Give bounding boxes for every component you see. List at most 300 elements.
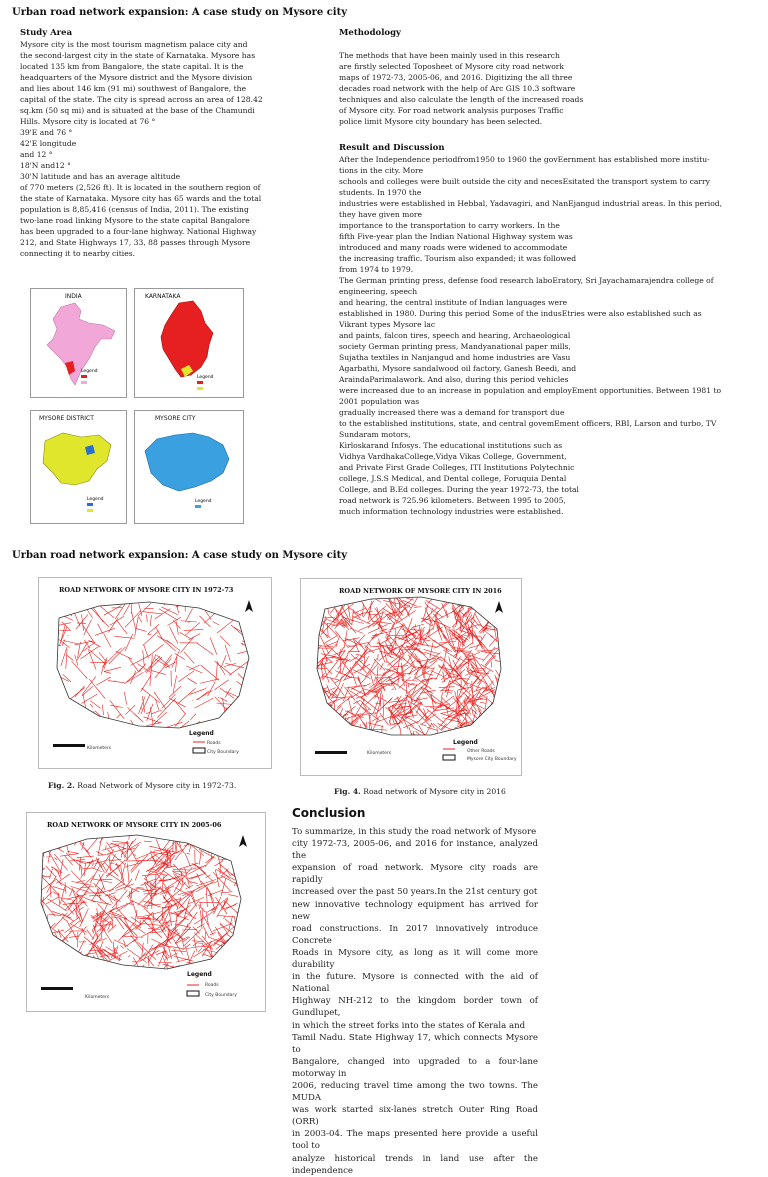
results-line: AraindaParimalawork. And also, during this period vehicles xyxy=(339,374,759,385)
road-segment xyxy=(488,598,497,599)
road-segment xyxy=(487,730,501,748)
road-segment xyxy=(239,946,240,965)
results-line: students. In 1970 the xyxy=(339,187,759,198)
road-segment xyxy=(96,851,102,854)
road-segment xyxy=(241,927,251,945)
legend-boundary-swatch xyxy=(193,748,205,753)
road-segment xyxy=(348,604,350,618)
road-segment xyxy=(144,644,149,658)
road-segment xyxy=(104,672,111,674)
road-segment xyxy=(236,897,252,913)
road-segment xyxy=(146,712,149,713)
road-segment xyxy=(473,714,492,729)
conclusion-line: new innovative technology equipment has arrived for new xyxy=(292,899,538,923)
fig-2005-title: ROAD NETWORK OF MYSORE CITY IN 2005-06 xyxy=(47,821,221,829)
road-segment xyxy=(215,927,228,946)
fig-2005-road-svg xyxy=(27,813,265,1011)
road-segment xyxy=(208,682,216,697)
study_area-line: 30'N latitude and has an average altitude xyxy=(20,171,320,182)
road-segment xyxy=(468,655,469,670)
road-segment xyxy=(144,841,152,842)
road-segment xyxy=(72,661,88,678)
road-segment xyxy=(178,671,194,682)
road-segment xyxy=(469,589,474,601)
road-segment xyxy=(319,717,322,733)
road-segment xyxy=(480,598,481,608)
road-segment xyxy=(112,915,113,928)
road-segment xyxy=(424,723,432,738)
road-segment xyxy=(135,888,153,891)
road-segment xyxy=(494,722,500,726)
road-segment xyxy=(124,940,126,947)
road-segment xyxy=(136,628,147,631)
results-line: Vikrant types Mysore lac xyxy=(339,319,759,330)
india-label: INDIA xyxy=(65,293,82,300)
road-segment xyxy=(470,678,479,688)
results-line: to the established institutions, state, and central govemEment officers, RBI, Larson and turbo, TV xyxy=(339,418,759,429)
road-segment xyxy=(120,946,123,949)
road-segment xyxy=(158,962,171,963)
road-segment xyxy=(407,735,421,739)
road-segment xyxy=(439,667,458,672)
road-segment xyxy=(437,732,451,750)
road-segment xyxy=(46,841,64,852)
road-segment xyxy=(82,614,84,630)
road-segment xyxy=(88,969,107,987)
road-segment xyxy=(497,706,502,720)
study_area-line: Mysore city is the most tourism magnetism palace city and xyxy=(20,39,320,50)
fig-1972-title: ROAD NETWORK OF MYSORE CITY IN 1972-73 xyxy=(59,586,233,594)
road-segment xyxy=(25,840,43,842)
road-segment xyxy=(59,598,72,616)
road-segment xyxy=(311,716,318,731)
results-line: from 1974 to 1979. xyxy=(339,264,759,275)
road-segment xyxy=(351,654,356,659)
road-segment xyxy=(473,723,475,735)
study-area-heading: Study Area xyxy=(20,28,72,38)
road-segment xyxy=(361,600,372,617)
methodology-heading: Methodology xyxy=(339,28,401,38)
study_area-line: population is 8,85,416 (census of India, 2011). The existing xyxy=(20,204,320,215)
fig-2016-title: ROAD NETWORK OF MYSORE CITY IN 2016 xyxy=(339,587,502,595)
road-segment xyxy=(185,853,190,866)
road-segment xyxy=(48,961,55,964)
road-segment xyxy=(49,914,62,916)
road-segment xyxy=(425,667,434,685)
results-text xyxy=(339,154,759,517)
road-segment xyxy=(398,677,399,685)
road-segment xyxy=(437,736,452,752)
road-segment xyxy=(468,596,471,615)
fig-2005-legend-title: Legend xyxy=(187,971,212,978)
results-line: Agarbathi, Mysore sandalwood oil factory, Ganesh Beedi, and xyxy=(339,363,759,374)
methodology-line: The methods that have been mainly used in this research xyxy=(339,50,759,61)
road-segment xyxy=(44,829,64,847)
road-segment xyxy=(412,624,424,627)
road-segment xyxy=(196,965,205,969)
results-line: importance to the transportation to carry workers. In the xyxy=(339,220,759,231)
road-segment xyxy=(235,703,246,716)
results-line: established in 1980. During this period Some of the indusEtries were also established such as xyxy=(339,308,759,319)
road-segment xyxy=(114,940,128,946)
road-segment xyxy=(449,628,461,641)
road-segment xyxy=(116,651,132,659)
road-segment xyxy=(89,960,96,969)
road-segment xyxy=(437,658,443,661)
road-segment xyxy=(124,692,126,705)
road-segment xyxy=(169,627,177,644)
road-segment xyxy=(316,728,329,730)
study_area-line: two-lane road linking Mysore to the state capital Bangalore xyxy=(20,215,320,226)
road-segment xyxy=(469,644,482,648)
road-segment xyxy=(55,698,72,715)
road-segment xyxy=(235,595,242,602)
road-segment xyxy=(449,633,456,652)
road-segment xyxy=(220,688,234,698)
road-segment xyxy=(303,652,318,668)
road-segment xyxy=(58,957,64,965)
road-segment xyxy=(313,637,317,650)
road-segment xyxy=(298,664,317,673)
road-segment xyxy=(150,673,151,686)
location-maps-figure xyxy=(30,282,265,527)
road-segment xyxy=(237,651,250,654)
road-segment xyxy=(213,622,219,625)
road-segment xyxy=(453,678,461,681)
road-segment xyxy=(353,638,359,652)
road-segment xyxy=(372,631,384,640)
road-segment xyxy=(100,824,114,843)
road-segment xyxy=(205,931,206,940)
road-segment xyxy=(110,863,114,864)
road-segment xyxy=(95,961,109,972)
conclusion-line: Bangalore, changed into upgraded to a four-lane motorway in xyxy=(292,1056,538,1080)
road-segment xyxy=(219,839,230,851)
road-segment xyxy=(405,618,412,638)
road-segment xyxy=(54,956,62,967)
road-segment xyxy=(392,689,394,690)
mysore-district-label: MYSORE DISTRICT xyxy=(39,415,94,422)
road-segment xyxy=(165,946,184,949)
fig-2016-caption: Fig. 4. Road network of Mysore city in 2016 xyxy=(334,787,506,796)
road-segment xyxy=(369,658,377,672)
study_area-line: located 135 km from Bangalore, the state capital. It is the xyxy=(20,61,320,72)
road-segment xyxy=(472,628,473,645)
road-segment xyxy=(307,636,318,640)
road-segment xyxy=(502,595,504,606)
road-segment xyxy=(135,870,139,881)
road-segment xyxy=(205,857,214,867)
study-area-text xyxy=(20,39,320,259)
road-segment xyxy=(339,676,343,686)
road-segment xyxy=(165,662,176,668)
results-line: and hearing, the central institute of Indian languages were xyxy=(339,297,759,308)
study_area-line: sq.km (50 sq mi) and is situated at the base of the Chamundi xyxy=(20,105,320,116)
road-segment xyxy=(456,588,469,605)
road-segment xyxy=(86,953,97,955)
road-segment xyxy=(78,822,93,837)
road-segment xyxy=(319,708,334,713)
road-segment xyxy=(205,856,215,864)
road-segment xyxy=(117,621,127,634)
road-segment xyxy=(486,604,492,612)
study_area-line: the state of Karnataka. Mysore city has 65 wards and the total xyxy=(20,193,320,204)
road-segment xyxy=(381,691,382,699)
road-segment xyxy=(325,597,329,599)
north-arrow-icon xyxy=(239,835,247,847)
road-segment xyxy=(161,607,177,615)
road-segment xyxy=(478,729,480,740)
road-segment xyxy=(44,839,50,847)
road-segment xyxy=(185,623,200,636)
road-segment xyxy=(138,603,151,616)
road-segment xyxy=(372,731,377,742)
results-line: tions in the city. More xyxy=(339,165,759,176)
conclusion-line: Tamil Nadu. State Highway 17, which connects Mysore to xyxy=(292,1032,538,1056)
road-segment xyxy=(238,710,247,728)
road-segment xyxy=(100,941,103,950)
road-segment xyxy=(131,655,151,665)
road-segment xyxy=(430,643,433,658)
study_area-line: has been upgraded to a four-lane highway. National Highway xyxy=(20,226,320,237)
road-segment xyxy=(125,611,141,628)
road-segment xyxy=(206,888,207,907)
study_area-line: 42'E longitude xyxy=(20,138,320,149)
road-segment xyxy=(392,619,396,629)
road-segment xyxy=(182,887,201,896)
road-segment xyxy=(449,598,465,603)
road-segment xyxy=(116,901,133,912)
road-segment xyxy=(178,688,196,703)
road-segment xyxy=(335,680,340,683)
road-segment xyxy=(72,964,87,966)
road-segment xyxy=(224,954,240,962)
india-legend-title: Legend xyxy=(81,368,98,374)
road-segment xyxy=(42,818,50,838)
road-segment xyxy=(141,675,152,692)
road-segment xyxy=(455,598,462,603)
road-segment xyxy=(190,714,196,720)
road-segment xyxy=(321,734,334,736)
study_area-line: headquarters of the Mysore district and the Mysore division xyxy=(20,72,320,83)
results-line: Sujatha textiles in Nanjangud and home industries are Vasu xyxy=(339,352,759,363)
road-segment xyxy=(44,938,52,940)
road-segment xyxy=(336,636,340,647)
road-segment xyxy=(62,917,66,921)
road-segment xyxy=(55,623,71,627)
road-segment xyxy=(189,840,191,852)
road-segment xyxy=(486,713,501,716)
road-segment xyxy=(84,863,85,876)
road-segment xyxy=(150,868,161,873)
legend-boundary-swatch xyxy=(187,991,199,996)
road-segment xyxy=(211,837,225,844)
road-segment xyxy=(413,671,430,680)
road-segment xyxy=(213,607,229,619)
road-segment xyxy=(231,625,247,639)
city-boundary xyxy=(57,602,249,728)
results-line: were increased due to an increase in population and employEment opportunities. Between 1981 to xyxy=(339,385,759,396)
road-segment xyxy=(194,911,214,924)
road-segment xyxy=(321,654,339,658)
road-segment xyxy=(442,730,446,750)
road-segment xyxy=(213,841,228,850)
road-segment xyxy=(98,950,113,967)
road-segment xyxy=(436,668,442,680)
road-segment xyxy=(54,858,57,860)
road-segment xyxy=(358,734,364,737)
road-segment xyxy=(444,595,457,603)
conclusion-line: 2006, reducing travel time among the two towns. The MUDA xyxy=(292,1080,538,1104)
methodology-line: maps of 1972-73, 2005-06, and 2016. Digitizing the all three xyxy=(339,72,759,83)
road-segment xyxy=(400,598,413,608)
road-segment xyxy=(232,603,248,608)
road-segment xyxy=(196,845,209,848)
road-segment xyxy=(199,836,213,841)
road-segment xyxy=(320,718,329,736)
road-segment xyxy=(188,678,197,684)
road-segment xyxy=(210,638,217,655)
road-segment xyxy=(36,831,54,840)
road-segment xyxy=(220,698,227,702)
road-segment xyxy=(367,578,380,598)
road-segment xyxy=(76,898,77,914)
road-segment xyxy=(55,645,57,665)
road-segment xyxy=(46,857,51,858)
road-segment xyxy=(225,901,237,912)
road-segment xyxy=(122,924,141,938)
road-segment xyxy=(323,676,340,680)
road-segment xyxy=(159,637,176,651)
road-segment xyxy=(83,604,93,619)
study_area-line: Hills. Mysore city is located at 76 ° xyxy=(20,116,320,127)
road-segment xyxy=(220,636,230,646)
road-segment xyxy=(310,613,318,619)
road-segment xyxy=(326,711,328,716)
road-segment xyxy=(156,655,168,666)
road-segment xyxy=(218,952,219,969)
road-segment xyxy=(127,667,144,682)
road-segment xyxy=(109,647,126,664)
road-segment xyxy=(217,619,235,633)
road-segment xyxy=(403,721,418,727)
road-segment xyxy=(165,590,184,603)
road-segment xyxy=(195,865,212,881)
road-segment xyxy=(391,736,403,742)
road-segment xyxy=(148,624,159,634)
road-segment xyxy=(322,718,330,732)
road-segment xyxy=(155,609,171,619)
conclusion-line: in which the street forks into the states of Kerala and xyxy=(292,1020,538,1032)
road-segment xyxy=(90,704,93,708)
road-segment xyxy=(493,735,512,743)
road-segment xyxy=(332,697,351,698)
road-segment xyxy=(223,916,225,919)
road-segment xyxy=(185,608,192,621)
study_area-line: and 12 ° xyxy=(20,149,320,160)
road-segment xyxy=(200,679,219,683)
road-segment xyxy=(303,709,323,725)
results-line: engineering, speech xyxy=(339,286,759,297)
road-segment xyxy=(189,912,197,924)
road-segment xyxy=(494,644,508,649)
road-segment xyxy=(35,841,50,857)
road-segment xyxy=(214,680,228,690)
methodology-line: decades road network with the help of Arc GIS 10.3 software xyxy=(339,83,759,94)
road-segment xyxy=(115,962,120,981)
road-segment xyxy=(474,727,486,728)
road-segment xyxy=(55,933,60,950)
road-segment xyxy=(157,698,176,718)
road-segment xyxy=(369,715,372,733)
road-segment xyxy=(312,724,321,736)
fig-1972-legend-title: Legend xyxy=(189,730,214,737)
road-segment xyxy=(128,657,138,671)
road-segment xyxy=(499,622,514,627)
road-segment xyxy=(487,713,500,714)
city-legend-title: Legend xyxy=(195,498,212,504)
road-segment xyxy=(128,956,130,957)
road-segment xyxy=(169,686,181,698)
conclusion-line: increased over the past 50 years.In the 21st century got xyxy=(292,886,538,898)
road-segment xyxy=(73,609,80,627)
road-segment xyxy=(80,907,84,910)
road-segment xyxy=(402,649,403,653)
road-segment xyxy=(121,826,125,835)
road-segment xyxy=(214,963,233,980)
road-segment xyxy=(83,725,94,741)
road-segment xyxy=(382,736,400,752)
results-line: road network is 725.96 kilometers. Between 1995 to 2005, xyxy=(339,495,759,506)
fig-2016-road-svg xyxy=(301,579,521,775)
results-line: and paints, falcon tires, speech and hearing, Archaeological xyxy=(339,330,759,341)
road-segment xyxy=(232,858,249,865)
road-segment xyxy=(139,697,145,714)
fig-2005-legend-roads: Roads xyxy=(205,983,219,988)
road-segment xyxy=(64,958,72,969)
results-line: fifth Five-year plan the Indian National Highway system was xyxy=(339,231,759,242)
road-segment xyxy=(245,693,262,704)
road-segment xyxy=(63,674,71,682)
road-segment xyxy=(232,605,247,624)
road-segment xyxy=(46,896,60,904)
fig-2016-legend-boundary: Mysore City Boundary xyxy=(467,757,517,762)
results-line: they have given more xyxy=(339,209,759,220)
road-segment xyxy=(372,736,384,748)
road-segment xyxy=(490,591,496,608)
scale-bar xyxy=(41,987,73,990)
road-segment xyxy=(114,895,116,900)
road-segment xyxy=(203,827,216,838)
road-segment xyxy=(74,821,84,841)
road-segment xyxy=(411,684,417,697)
road-segment xyxy=(202,908,203,923)
road-segment xyxy=(223,936,238,953)
road-segment xyxy=(123,936,143,937)
results-line: Sundaram motors, xyxy=(339,429,759,440)
road-segment xyxy=(96,722,100,733)
road-segment xyxy=(99,605,114,618)
fig-1972-map xyxy=(38,577,272,769)
road-segment xyxy=(56,874,70,883)
road-segment xyxy=(501,675,502,684)
road-segment xyxy=(234,849,242,861)
road-segment xyxy=(327,623,328,636)
road-segment xyxy=(48,851,59,870)
road-segment xyxy=(409,737,422,752)
road-segment xyxy=(155,844,174,862)
study_area-line: of 770 meters (2,526 ft). It is located in the southern region of xyxy=(20,182,320,193)
